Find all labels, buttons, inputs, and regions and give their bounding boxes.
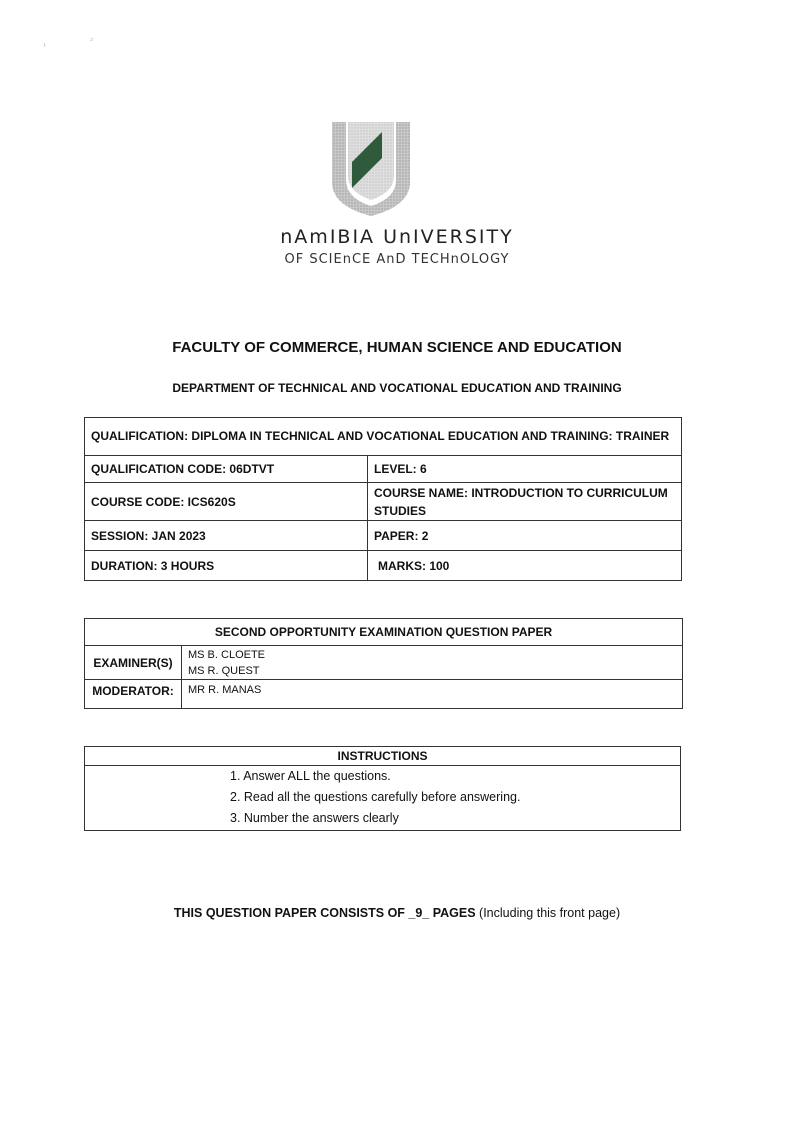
university-name: nAmIBIA UnIVERSITY xyxy=(280,226,514,248)
scan-mark: ᵓ xyxy=(90,36,93,45)
page-count-note xyxy=(0,906,794,920)
moderator-name: MR R. MANAS xyxy=(182,680,683,709)
page-count-note-suffix: (Including this front page) xyxy=(475,906,621,920)
examiner-name: MS B. CLOETE xyxy=(188,648,266,661)
paper-cell: PAPER: 2 xyxy=(368,521,682,551)
university-shield-logo xyxy=(330,118,412,218)
instructions-table xyxy=(84,746,681,831)
instruction-item: 2. Read all the questions carefully before answering. xyxy=(230,790,521,804)
session-cell: SESSION: JAN 2023 xyxy=(85,521,368,551)
level-cell: LEVEL: 6 xyxy=(368,456,682,483)
qualification-code-cell: QUALIFICATION CODE: 06DTVT xyxy=(85,456,368,483)
department-heading: DEPARTMENT OF TECHNICAL AND VOCATIONAL EDUCATION AND TRAINING xyxy=(172,381,622,395)
instruction-item: 1. Answer ALL the questions. xyxy=(230,769,391,783)
examiner-name: MS R. QUEST xyxy=(188,664,260,677)
faculty-heading: FACULTY OF COMMERCE, HUMAN SCIENCE AND EDUCATION xyxy=(172,339,622,356)
examiner-label: EXAMINER(S) xyxy=(85,646,182,680)
university-subtitle: OF SCIEnCE AnD TECHnOLOGY xyxy=(284,252,510,267)
moderator-label: MODERATOR: xyxy=(85,680,182,709)
marks-cell: MARKS: 100 xyxy=(368,551,682,581)
duration-cell: DURATION: 3 HOURS xyxy=(85,551,368,581)
page-count-bold: THIS QUESTION PAPER CONSISTS OF _9_ PAGES xyxy=(173,906,476,920)
instructions-title: INSTRUCTIONS xyxy=(85,747,681,766)
course-name-cell: COURSE NAME: INTRODUCTION TO CURRICULUM STUDIES xyxy=(368,483,682,521)
instruction-item: 3. Number the answers clearly xyxy=(230,811,399,825)
examiner-table xyxy=(84,618,683,709)
instructions-list xyxy=(230,766,674,829)
scan-mark: ᵗ xyxy=(44,42,46,51)
course-details-table xyxy=(84,417,682,581)
course-code-cell: COURSE CODE: ICS620S xyxy=(85,483,368,521)
exam-title: SECOND OPPORTUNITY EXAMINATION QUESTION PAPER xyxy=(85,619,683,646)
qualification-cell: QUALIFICATION: DIPLOMA IN TECHNICAL AND VOCATIONAL EDUCATION AND TRAINING: TRAINER xyxy=(85,418,682,456)
